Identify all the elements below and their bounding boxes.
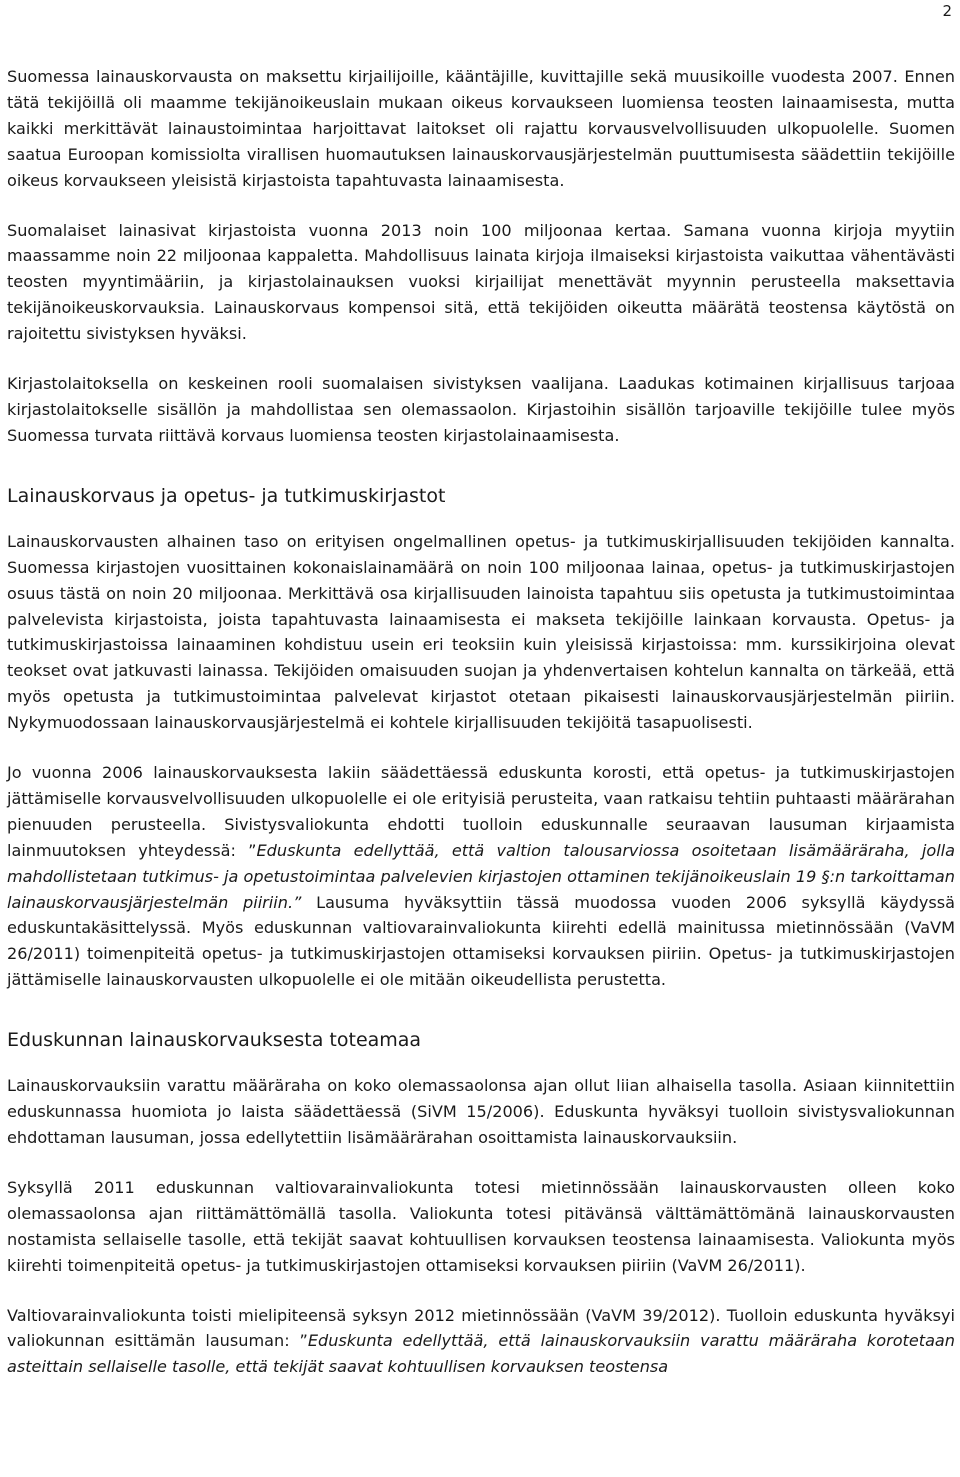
intro-paragraph-3: Kirjastolaitoksella on keskeinen rooli suomalaisen sivistyksen vaalijana. Laadukas kotimainen kirjallisuus tarjoaa kirjastolaitokselle sisällön ja mahdollistaa sen olemassaolon. Kirjastoihin sisällön tarjoaville tekijöille tulee myös Suomessa turvata riittävä korvaus luomiensa teosten kirjastolainaamisesta. — [7, 374, 955, 445]
committee-statement-quote: Eduskunta edellyttää, että lainauskorvauksiin varattu määräraha korotetaan asteittain sellaiselle tasolle, että tekijät saavat kohtuullisen korvauksen teostensa — [7, 1331, 955, 1377]
section-1-paragraph-2-continuation: Lausuma hyväksyttiin tässä muodossa vuoden 2006 syksyllä käydyssä eduskuntakäsittelyssä. Myös eduskunnan valtiovarainvaliokunta kiirehti edellä mainitussa mietinnössään (VaVM 26/2011) toimenpiteitä opetus- ja tutkimuskirjastojen ottamiseksi korvauksen piiriin. Opetus- ja tutkimuskirjastojen jättämiselle lainauskorvausten ulkopuolelle ei ole mitään oikeudellista perustetta. — [7, 892, 955, 990]
section-heading-library-compensation: Lainauskorvaus ja opetus- ja tutkimuskirjastot — [7, 484, 446, 507]
section-2-paragraph-3 — [7, 1303, 955, 1381]
section-2-paragraph-3-text: Valtiovarainvaliokunta toisti mielipiteensä syksyn 2012 mietinnössään (VaVM 39/2012). Tuolloin eduskunta hyväksyi valiokunnan esittämän lausuman: ” — [7, 1305, 955, 1351]
page-number: 2 — [942, 2, 952, 20]
intro-paragraph-2: Suomalaiset lainasivat kirjastoista vuonna 2013 noin 100 miljoonaa kertaa. Samana vuonna kirjoja myytiin maassamme noin 22 miljoonaa kappaletta. Mahdollisuus lainata kirjoja ilmaiseksi kirjastoista vaikuttaa vähentävästi teosten myyntimääriin, ja kirjastolainauksen vuoksi kirjailijat menettävät myynnin perusteella maksettavia tekijänoikeuskorvauksia. Lainauskorvaus kompensoi sitä, että tekijöiden oikeutta määrätä teostensa käytöstä on rajoitettu sivistyksen hyväksi. — [7, 220, 955, 344]
section-heading-parliament: Eduskunnan lainauskorvauksesta toteamaa — [7, 1029, 422, 1052]
parliament-statement-quote: Eduskunta edellyttää, että valtion talousarviossa osoitetaan lisämääräraha, jolla mahdollistetaan tutkimus- ja opetustoimintaa palvelevien kirjastojen ottaminen tekijänoikeuslain 19 §:n tarkoittaman lainauskorvausjärjestelmän piiriin.” — [7, 840, 955, 912]
section-2-paragraph-1: Lainauskorvauksiin varattu määräraha on koko olemassaolonsa ajan ollut liian alhaisella tasolla. Asiaan kiinnitettiin eduskunnassa huomiota jo laista säädettäessä (SiVM 15/2006). Eduskunta hyväksyi tuolloin sivistysvaliokunnan ehdottaman lausuman, jossa edellytettiin lisämäärärahan osoittamista lainauskorvauksiin. — [7, 1076, 955, 1147]
section-1-paragraph-1: Lainauskorvausten alhainen taso on erityisen ongelmallinen opetus- ja tutkimuskirjallisuuden tekijöiden kannalta. Suomessa kirjastojen vuosittainen kokonaislainamäärä on noin 100 miljoonaa lainaa, opetus- ja tutkimuskirjastojen osuus tästä on noin 20 miljoonaa. Merkittävä osa kirjallisuuden lainoista tapahtuu siis opetusta ja tutkimustoimintaa palvelevista kirjastoista, joista tapahtuvasta lainaamisesta ei makseta tekijöille lainkaan korvausta. Opetus- ja tutkimuskirjastoissa lainaaminen kohdistuu usein eri teoksiin kuin yleisissä kirjastoissa: mm. kurssikirjoina olevat teokset ovat jatkuvasti lainassa. Tekijöiden omaisuuden suojan ja yhdenvertaisen kohtelun kannalta on tärkeää, että myös opetusta ja tutkimustoimintaa palvelevat kirjastot otetaan pikaisesti lainauskorvausjärjestelmän piiriin. Nykymuodossaan lainauskorvausjärjestelmä ei kohtele kirjallisuuden tekijöitä tasapuolisesti. — [7, 531, 955, 733]
intro-paragraph-1: Suomessa lainauskorvausta on maksettu kirjailijoille, kääntäjille, kuvittajille sekä muusikoille vuodesta 2007. Ennen tätä tekijöillä oli maamme tekijänoikeuslain mukaan oikeus korvaukseen luomiensa teosten lainaamisesta, mutta kaikki merkittävät lainaustoimintaa harjoittavat laitokset oli rajattu korvausvelvollisuuden ulkopuolelle. Suomen saatua Euroopan komissiolta virallisen huomautuksen lainauskorvausjärjestelmän puuttumisesta säädettiin tekijöille oikeus korvaukseen yleisistä kirjastoista tapahtuvasta lainaamisesta. — [7, 67, 955, 190]
section-2-paragraph-2: Syksyllä 2011 eduskunnan valtiovarainvaliokunta totesi mietinnössään lainauskorvausten olleen koko olemassaolonsa ajan riittämättömällä tasolla. Valiokunta totesi pitävänsä välttämättömänä lainauskorvausten nostamista sellaiselle tasolle, että tekijät saavat kohtuullisen korvauksen teostensa lainaamisesta. Valiokunta myös kiirehti toimenpiteitä opetus- ja tutkimuskirjastojen ottamiseksi korvauksen piiriin (VaVM 26/2011). — [7, 1177, 955, 1275]
document-body — [7, 64, 955, 1404]
section-1-paragraph-2-text: Jo vuonna 2006 lainauskorvauksesta lakiin säädettäessä eduskunta korosti, että opetus- ja tutkimuskirjastojen jättämiselle korvausvelvollisuuden ulkopuolelle ei ole erityisiä perusteita, vaan ratkaisu tehtiin puhtaasti määrärahan pienuuden perusteella. Sivistysvaliokunta ehdotti tuolloin eduskunnalle seuraavan lausuman kirjaamista lainmuutoksen yhteydessä: ” — [7, 763, 955, 860]
section-1-paragraph-2 — [7, 760, 955, 993]
